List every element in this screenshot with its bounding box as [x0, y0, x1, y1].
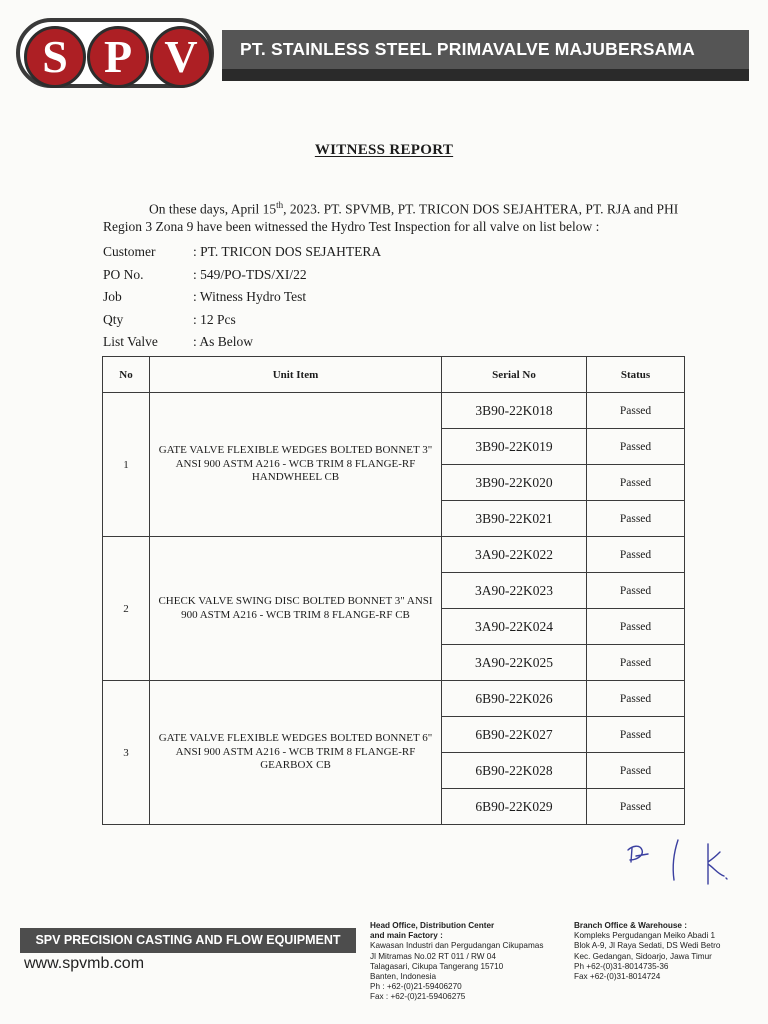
valve-table — [102, 356, 685, 825]
handwritten-signature — [622, 832, 732, 888]
cell-no: 3 — [103, 681, 150, 825]
office-address-line: Kawasan Industri dan Pergudangan Cikupamas — [370, 941, 544, 951]
meta-label: Customer — [103, 244, 156, 259]
cell-status: Passed — [587, 465, 685, 501]
office-title-line: Head Office, Distribution Center — [370, 921, 495, 930]
meta-row — [103, 333, 381, 356]
document-title — [0, 142, 768, 159]
meta-row — [103, 266, 381, 289]
meta-fields — [103, 243, 381, 356]
office-address-line: Ph : +62-(0)21-59406270 — [370, 982, 462, 992]
header-no: No — [103, 357, 150, 393]
office-address-line: Kompleks Pergudangan Meiko Abadi 1 — [574, 931, 716, 941]
header-unit-item: Unit Item — [150, 357, 442, 393]
header-strip — [222, 69, 749, 81]
cell-serial-no: 3B90-22K021 — [442, 501, 587, 537]
company-name: PT. STAINLESS STEEL PRIMAVALVE MAJUBERSAMA — [222, 30, 749, 70]
meta-label: Qty — [103, 311, 124, 327]
meta-value: : 549/PO-TDS/XI/22 — [193, 266, 307, 282]
cell-status: Passed — [587, 753, 685, 789]
header-serial-no: Serial No — [442, 357, 587, 393]
cell-status: Passed — [587, 429, 685, 465]
logo-letter-p: P — [87, 26, 149, 88]
meta-value: : PT. TRICON DOS SEJAHTERA — [193, 244, 382, 259]
cell-serial-no: 3B90-22K019 — [442, 429, 587, 465]
office-address-line: Kec. Gedangan, Sidoarjo, Jawa Timur — [574, 951, 712, 961]
cell-serial-no: 3A90-22K025 — [442, 645, 587, 681]
intro-superscript: th — [276, 200, 284, 210]
head-office-address — [370, 921, 570, 1003]
office-address-line: Jl Mitramas No.02 RT 011 / RW 04 — [370, 951, 496, 961]
office-address-line: Blok A-9, Jl Raya Sedati, DS Wedi Betro — [574, 941, 721, 951]
cell-status: Passed — [587, 573, 685, 609]
header-status: Status — [587, 357, 685, 393]
cell-serial-no: 6B90-22K029 — [442, 789, 587, 825]
cell-serial-no: 6B90-22K028 — [442, 753, 587, 789]
cell-serial-no: 3A90-22K023 — [442, 573, 587, 609]
table-row — [103, 393, 685, 429]
table-row — [103, 681, 685, 717]
meta-label: Job — [103, 289, 122, 304]
office-address-line: Fax +62-(0)31-8014724 — [574, 972, 661, 982]
table-header-row — [103, 357, 685, 393]
cell-serial-no: 3A90-22K024 — [442, 609, 587, 645]
document-title-text: WITNESS REPORT — [314, 142, 454, 158]
cell-status: Passed — [587, 645, 685, 681]
intro-text-end: , 2023. PT. SPVMB, PT. TRICON DOS SEJAHTERA, PT. RJA and PHI Region 3 Zona 9 have been witnessed the Hydro Test Inspection for all valve on list below : — [103, 201, 679, 234]
intro-text-start: On these days, April 15 — [149, 201, 277, 217]
cell-status: Passed — [587, 717, 685, 753]
cell-serial-no: 6B90-22K026 — [442, 681, 587, 717]
cell-status: Passed — [587, 501, 685, 537]
cell-status: Passed — [587, 393, 685, 429]
meta-label: List Valve — [103, 334, 158, 349]
cell-no: 1 — [103, 393, 150, 537]
company-logo — [16, 18, 216, 90]
cell-status: Passed — [587, 537, 685, 573]
office-title-line: and main Factory : — [370, 931, 443, 941]
office-address-line: Fax : +62-(0)21-59406275 — [370, 992, 466, 1002]
cell-serial-no: 3B90-22K020 — [442, 465, 587, 501]
meta-row — [103, 243, 381, 266]
office-address-line: Talagasari, Cikupa Tangerang 15710 — [370, 961, 504, 971]
cell-unit-item: GATE VALVE FLEXIBLE WEDGES BOLTED BONNET 3" ANSI 900 ASTM A216 - WCB TRIM 8 FLANGE-RF HANDWHEEL CB — [150, 393, 442, 537]
meta-value: : As Below — [193, 334, 254, 349]
branch-office-address — [574, 921, 764, 982]
cell-serial-no: 6B90-22K027 — [442, 717, 587, 753]
website-link[interactable]: www.spvmb.com — [24, 955, 145, 972]
office-title-line: Branch Office & Warehouse : — [574, 921, 687, 930]
office-address-line: Ph +62-(0)31-8014735-36 — [574, 961, 669, 971]
cell-no: 2 — [103, 537, 150, 681]
cell-unit-item: GATE VALVE FLEXIBLE WEDGES BOLTED BONNET 6" ANSI 900 ASTM A216 - WCB TRIM 8 FLANGE-RF GEARBOX CB — [150, 681, 442, 825]
meta-row — [103, 288, 381, 311]
cell-status: Passed — [587, 681, 685, 717]
meta-label: PO No. — [103, 266, 144, 282]
meta-value: : 12 Pcs — [193, 311, 236, 327]
cell-unit-item: CHECK VALVE SWING DISC BOLTED BONNET 3" ANSI 900 ASTM A216 - WCB TRIM 8 FLANGE-RF CB — [150, 537, 442, 681]
logo-letter-v: V — [150, 26, 212, 88]
intro-paragraph — [103, 197, 686, 235]
office-address-line: Banten, Indonesia — [370, 972, 437, 982]
cell-status: Passed — [587, 609, 685, 645]
table-row — [103, 537, 685, 573]
logo-letter-s: S — [24, 26, 86, 88]
footer-banner: SPV PRECISION CASTING AND FLOW EQUIPMENT — [20, 928, 356, 953]
cell-serial-no: 3B90-22K018 — [442, 393, 587, 429]
cell-serial-no: 3A90-22K022 — [442, 537, 587, 573]
cell-status: Passed — [587, 789, 685, 825]
meta-row — [103, 311, 381, 334]
meta-value: : Witness Hydro Test — [193, 289, 307, 304]
